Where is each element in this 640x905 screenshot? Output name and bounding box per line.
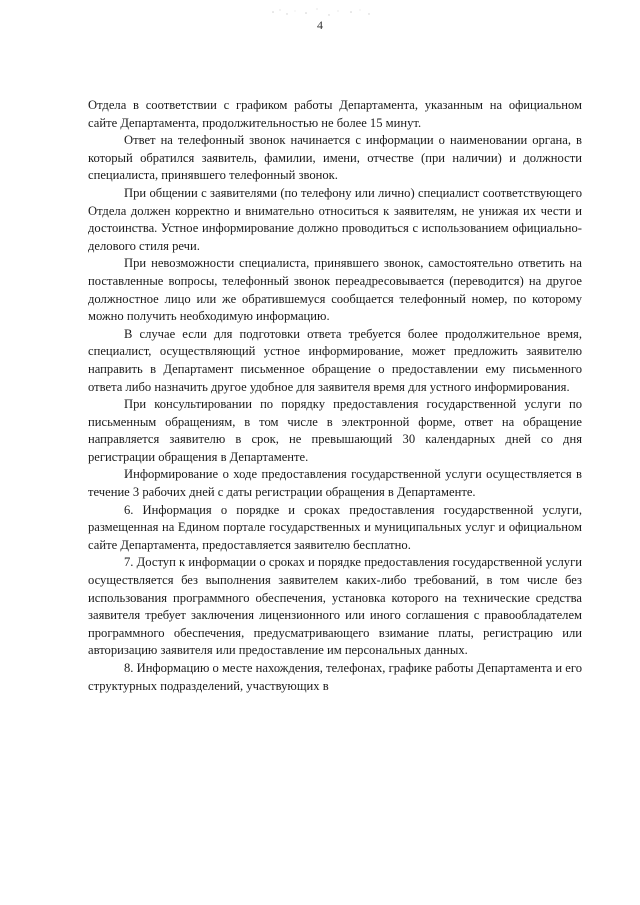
paragraph: 6. Информация о порядке и сроках предоставления государственной услуги, размещенная на Едином портале государственных и муниципальных услуг и официальном сайте Департамента, предоставляется заявителю бесплатно. xyxy=(88,502,582,552)
paragraph: При общении с заявителями (по телефону или лично) специалист соответствующего Отдела должен корректно и внимательно относиться к заявителям, не унижая их чести и достоинства. Устное информирование должно проводиться с использованием официально-делового стиля речи. xyxy=(88,185,582,253)
page-number: 4 xyxy=(317,18,323,32)
paragraph: При невозможности специалиста, принявшего звонок, самостоятельно ответить на поставленные вопросы, телефонный звонок переадресовывается (переводится) на другое должностное лицо или же обратившемуся сообщается телефонный номер, по которому можно получить необходимую информацию. xyxy=(88,256,582,324)
paragraph: 8. Информацию о месте нахождения, телефонах, графике работы Департамента и его структурных подразделений, участвующих в xyxy=(88,661,582,693)
paragraph: Ответ на телефонный звонок начинается с информации о наименовании органа, в который обратился заявитель, фамилии, имени, отчестве (при наличии) и должности специалиста, принявшего телефонный звонок. xyxy=(88,133,582,183)
paragraph: Отдела в соответствии с графиком работы Департамента, указанным на официальном сайте Департамента, продолжительностью не более 15 минут. xyxy=(88,98,582,130)
body-text xyxy=(88,97,582,695)
paragraph: В случае если для подготовки ответа требуется более продолжительное время, специалист, осуществляющий устное информирование, может предложить заявителю направить в Департамент письменное обращение о предоставлении ему письменного ответа либо назначить другое удобное для заявителя время для устного информирования. xyxy=(88,326,582,394)
paragraph: 7. Доступ к информации о сроках и порядке предоставления государственной услуги осуществляется без выполнения заявителем каких-либо требований, в том числе без использования программного обеспечения, установка которого на технические средства заявителя требует заключения лицензионного или иного соглашения с правообладателем программного обеспечения, предусматривающего взимание платы, регистрацию или авторизацию заявителя или предоставление им персональных данных. xyxy=(88,555,582,658)
paragraph: Информирование о ходе предоставления государственной услуги осуществляется в течение 3 рабочих дней с даты регистрации обращения в Департаменте. xyxy=(88,467,582,500)
paragraph: При консультировании по порядку предоставления государственной услуги по письменным обращениям, в том числе в электронной форме, ответ на обращение направляется заявителю в срок, не превышающий 30 календарных дней со дня регистрации обращения в Департаменте. xyxy=(88,397,582,464)
